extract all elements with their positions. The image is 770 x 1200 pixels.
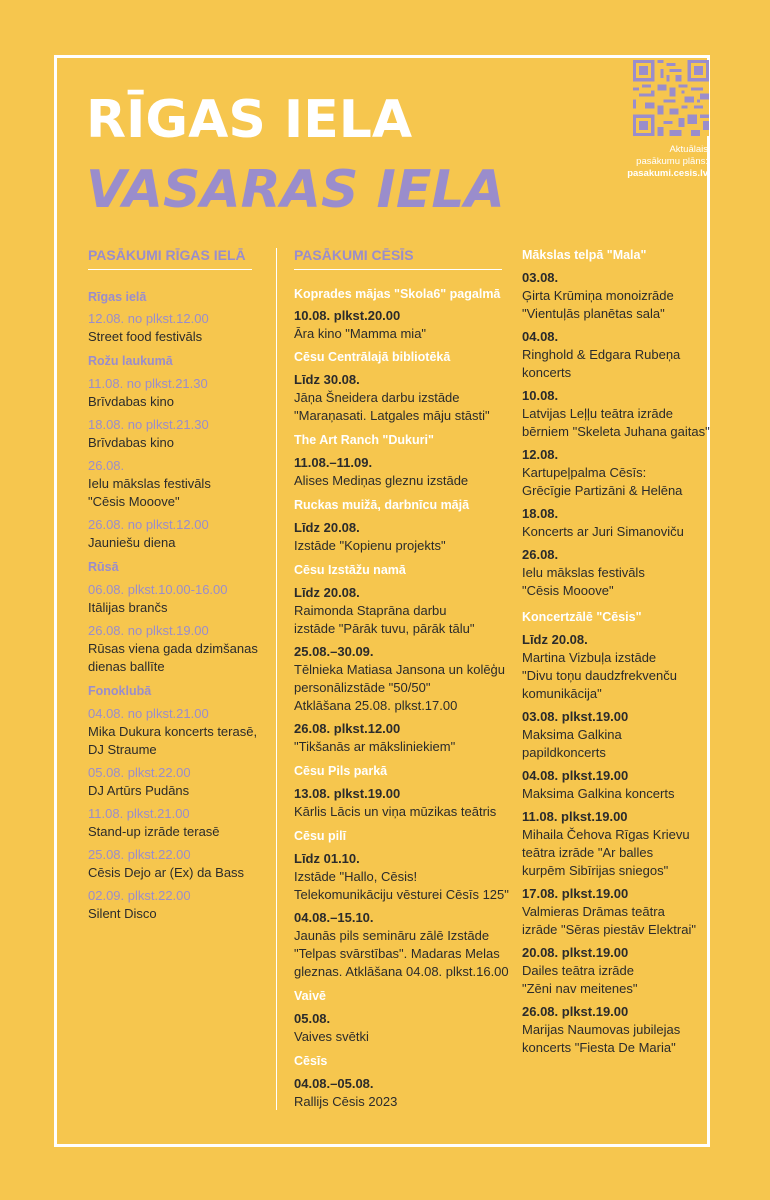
- event-desc: izrāde "Sēras piestāv Elektrai": [522, 922, 696, 937]
- event-desc: izstāde "Pārāk tuvu, pārāk tālu": [294, 621, 475, 636]
- event-desc: "Divu toņu daudzfrekvenču: [522, 668, 677, 683]
- event-desc: Vaives svētki: [294, 1029, 369, 1044]
- event-date: 25.08. plkst.22.00: [88, 847, 191, 862]
- event-date: 18.08.: [522, 506, 559, 521]
- event-desc: Raimonda Staprāna darbu: [294, 603, 447, 618]
- col2-heading: PASĀKUMI CĒSĪS: [294, 247, 502, 270]
- event-desc: Stand-up izrāde terasē: [88, 824, 220, 839]
- event-date: 04.08.: [522, 329, 559, 344]
- event-date: Līdz 20.08.: [522, 632, 588, 647]
- event-date: 26.08. no plkst.19.00: [88, 623, 209, 638]
- event-desc: komunikācija": [522, 686, 602, 701]
- event-date: 11.08. plkst.21.00: [88, 806, 190, 821]
- venue: Cēsu Centrālajā bibliotēkā: [294, 350, 451, 364]
- event-desc: Valmieras Drāmas teātra: [522, 904, 665, 919]
- event-desc: "Telpas svārstības". Madaras Melas: [294, 946, 500, 961]
- event-date: 11.08.–11.09.: [294, 455, 373, 470]
- event-date: 10.08. plkst.20.00: [294, 308, 401, 323]
- event-desc: Ielu mākslas festivāls: [88, 476, 211, 491]
- event-desc: "Cēsis Mooove": [522, 583, 614, 598]
- title-rigas-iela: RĪGAS IELA: [86, 90, 413, 150]
- event-desc: Ringhold & Edgara Rubeņa: [522, 347, 681, 362]
- event-date: Līdz 20.08.: [294, 585, 360, 600]
- event-desc: Martina Vizbuļa izstāde: [522, 650, 657, 665]
- event-desc: Jāņa Šneidera darbu izstāde: [294, 390, 460, 405]
- event-date: 11.08. no plkst.21.30: [88, 376, 208, 391]
- venue-rozu-laukums: Rožu laukumā: [88, 354, 173, 368]
- event-date: 04.08.–05.08.: [294, 1076, 374, 1091]
- event-desc: Street food festivāls: [88, 329, 203, 344]
- event-date: 26.08. no plkst.12.00: [88, 517, 209, 532]
- event-desc: Brīvdabas kino: [88, 435, 174, 450]
- event-desc: "Zēni nav meitenes": [522, 981, 638, 996]
- event-desc: "Cēsis Mooove": [88, 494, 180, 509]
- event-desc: Grēcīgie Partizāni & Helēna: [522, 483, 683, 498]
- qr-caption-line2: pasākumu plāns:: [636, 156, 708, 167]
- event-date: 03.08. plkst.19.00: [522, 709, 629, 724]
- event-date: 05.08.: [294, 1011, 331, 1026]
- event-desc: Silent Disco: [88, 906, 157, 921]
- event-desc: "Vientuļās planētas sala": [522, 306, 665, 321]
- event-desc: Tēlnieka Matiasa Jansona un kolēģu: [294, 662, 506, 677]
- venue-fonoklubs: Fonoklubā: [88, 684, 152, 698]
- event-desc: Koncerts ar Juri Simanoviču: [522, 524, 684, 539]
- event-desc: kurpēm Sibīrijas sniegos": [522, 863, 669, 878]
- event-desc: gleznas. Atklāšana 04.08. plkst.16.00: [294, 964, 509, 979]
- venue: Cēsu Pils parkā: [294, 764, 388, 778]
- event-desc: Atklāšana 25.08. plkst.17.00: [294, 698, 458, 713]
- qr-caption-url[interactable]: pasakumi.cesis.lv: [627, 168, 708, 179]
- event-date: 11.08. plkst.19.00: [522, 809, 628, 824]
- event-date: Līdz 20.08.: [294, 520, 360, 535]
- event-date: 10.08.: [522, 388, 559, 403]
- venue: Cēsīs: [294, 1054, 328, 1068]
- event-desc: Ģirta Krūmiņa monoizrāde: [522, 288, 674, 303]
- venue: Cēsu Izstāžu namā: [294, 563, 406, 577]
- event-date: 13.08. plkst.19.00: [294, 786, 401, 801]
- event-desc: Kartupeļpalma Cēsīs:: [522, 465, 647, 480]
- qr-code-icon[interactable]: [633, 60, 709, 136]
- column-divider: [276, 248, 277, 1110]
- event-desc: dienas ballīte: [88, 659, 165, 674]
- event-date: 18.08. no plkst.21.30: [88, 417, 209, 432]
- event-desc: Jauniešu diena: [88, 535, 176, 550]
- event-desc: papildkoncerts: [522, 745, 606, 760]
- venue-rigas-iela: Rīgas ielā: [88, 290, 147, 304]
- event-desc: koncerts: [522, 365, 572, 380]
- event-date: 20.08. plkst.19.00: [522, 945, 629, 960]
- event-desc: Maksima Galkina: [522, 727, 622, 742]
- venue: Mākslas telpā "Mala": [522, 248, 647, 262]
- event-desc: DJ Artūrs Pudāns: [88, 783, 190, 798]
- event-date: Līdz 01.10.: [294, 851, 360, 866]
- event-desc: Itālijas brančs: [88, 600, 168, 615]
- event-desc: Cēsis Dejo ar (Ex) da Bass: [88, 865, 245, 880]
- col1-heading: PASĀKUMI RĪGAS IELĀ: [88, 247, 252, 270]
- event-date: 12.08. no plkst.12.00: [88, 311, 209, 326]
- event-date: 26.08. plkst.19.00: [522, 1004, 629, 1019]
- event-date: 04.08. plkst.19.00: [522, 768, 629, 783]
- event-desc: Izstāde "Hallo, Cēsis!: [294, 869, 418, 884]
- event-desc: personālizstāde "50/50": [294, 680, 431, 695]
- event-desc: Jaunās pils semināru zālē Izstāde: [294, 928, 490, 943]
- event-desc: Marijas Naumovas jubilejas: [522, 1022, 681, 1037]
- event-desc: Izstāde "Kopienu projekts": [294, 538, 446, 553]
- event-desc: Rūsas viena gada dzimšanas: [88, 641, 258, 656]
- event-desc: koncerts "Fiesta De Maria": [522, 1040, 676, 1055]
- event-desc: Alises Mediņas gleznu izstāde: [294, 473, 469, 488]
- venue: Vaivē: [294, 989, 326, 1003]
- event-desc: Dailes teātra izrāde: [522, 963, 634, 978]
- venue-rusa: Rūsā: [88, 560, 119, 574]
- venue: The Art Ranch "Dukuri": [294, 433, 434, 447]
- event-date: 26.08.: [88, 458, 125, 473]
- venue: Ruckas muižā, darbnīcu mājā: [294, 498, 470, 512]
- event-desc: "Maraņasati. Latgales māju stāsti": [294, 408, 490, 423]
- event-date: 04.08. no plkst.21.00: [88, 706, 209, 721]
- event-date: 02.09. plkst.22.00: [88, 888, 191, 903]
- event-desc: Maksima Galkina koncerts: [522, 786, 675, 801]
- event-desc: Rallijs Cēsis 2023: [294, 1094, 398, 1109]
- title-vasaras-iela: VASARAS IELA: [86, 160, 505, 220]
- event-date: Līdz 30.08.: [294, 372, 360, 387]
- event-desc: bērniem "Skeleta Juhana gaitas": [522, 424, 710, 439]
- event-date: 06.08. plkst.10.00-16.00: [88, 582, 228, 597]
- event-desc: Mihaila Čehova Rīgas Krievu: [522, 827, 690, 842]
- event-desc: Mika Dukura koncerts terasē,: [88, 724, 258, 739]
- event-desc: DJ Straume: [88, 742, 157, 757]
- event-desc: Brīvdabas kino: [88, 394, 174, 409]
- event-desc: Telekomunikāciju vēsturei Cēsīs 125": [294, 887, 509, 902]
- venue: Koncertzālē "Cēsis": [522, 610, 642, 624]
- qr-caption-line1: Aktuālais: [669, 144, 708, 155]
- event-date: 17.08. plkst.19.00: [522, 886, 629, 901]
- event-desc: Latvijas Leļļu teātra izrāde: [522, 406, 674, 421]
- event-desc: Āra kino "Mamma mia": [294, 326, 427, 341]
- event-date: 26.08. plkst.12.00: [294, 721, 401, 736]
- event-desc: Kārlis Lācis un viņa mūzikas teātris: [294, 804, 497, 819]
- event-date: 26.08.: [522, 547, 559, 562]
- qr-caption: [627, 144, 708, 180]
- venue: Koprades mājas "Skola6" pagalmā: [294, 287, 501, 301]
- event-date: 25.08.–30.09.: [294, 644, 374, 659]
- event-date: 05.08. plkst.22.00: [88, 765, 191, 780]
- event-date: 12.08.: [522, 447, 559, 462]
- venue: Cēsu pilī: [294, 829, 347, 843]
- event-desc: "Tikšanās ar māksliniekiem": [294, 739, 456, 754]
- event-date: 03.08.: [522, 270, 559, 285]
- event-date: 04.08.–15.10.: [294, 910, 374, 925]
- event-desc: Ielu mākslas festivāls: [522, 565, 645, 580]
- event-desc: teātra izrāde "Ar balles: [522, 845, 654, 860]
